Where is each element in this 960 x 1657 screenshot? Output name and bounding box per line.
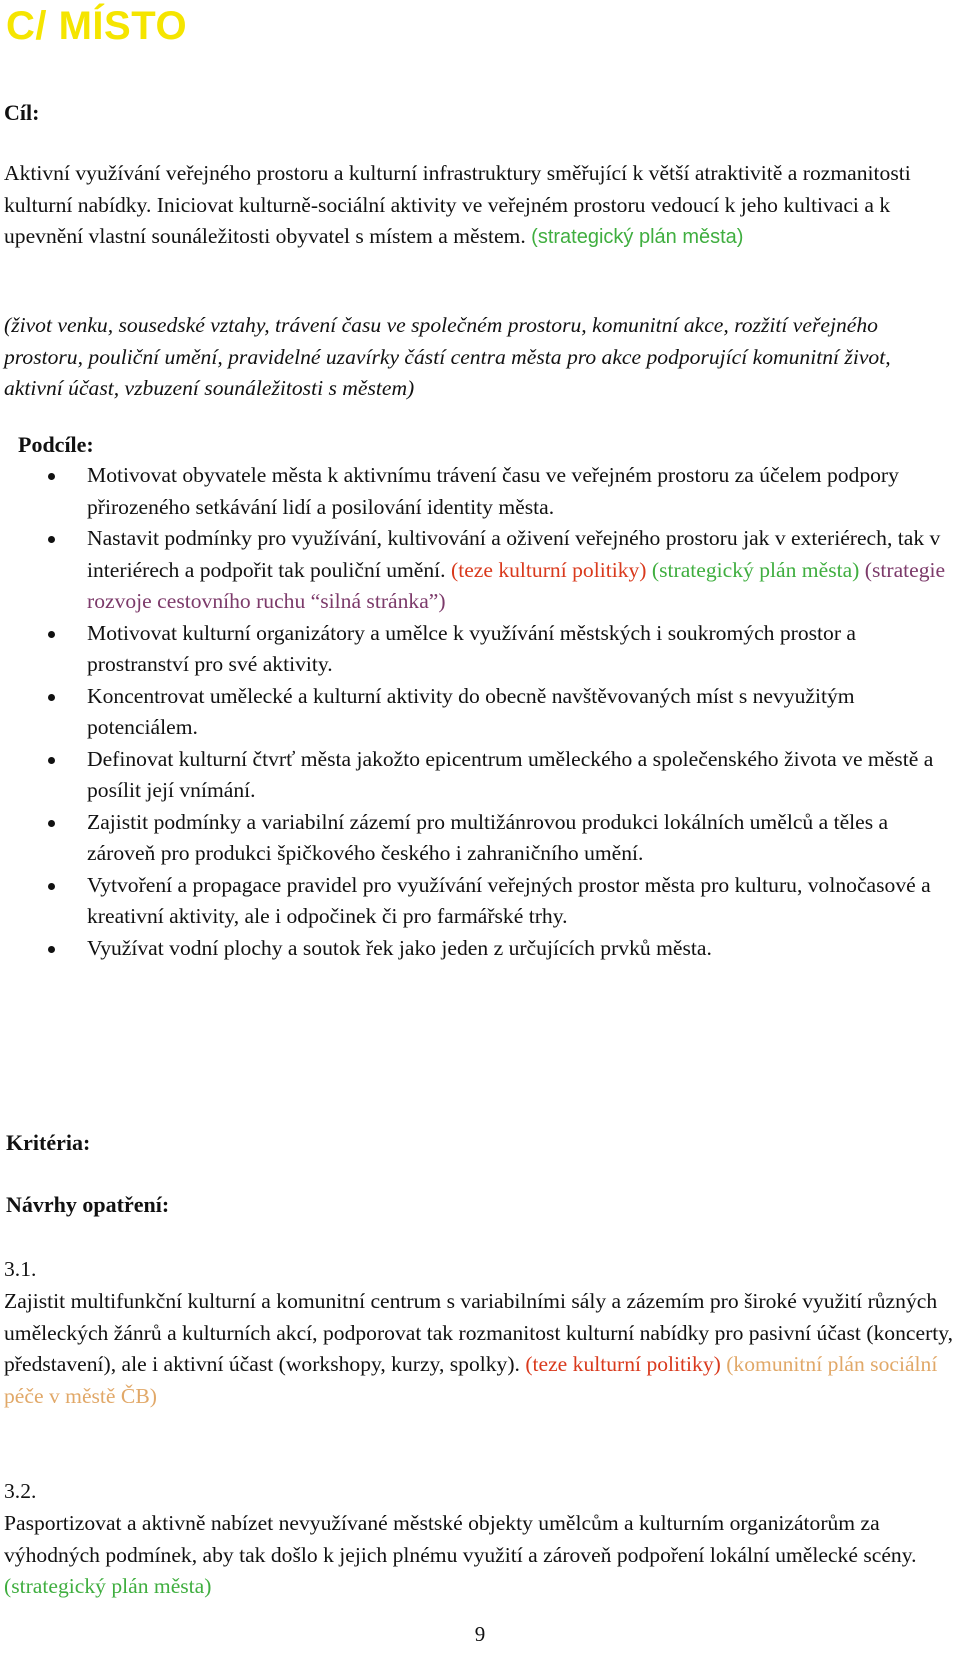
subgoals-heading: Podcíle: [18, 432, 94, 457]
ref-tourism-strategy: (strategie rozvoje cestovního ruchu “silná stránka”) [87, 557, 946, 613]
measure-number: 3.2. [4, 1479, 37, 1503]
bullet-icon [48, 820, 55, 827]
list-item: Motivovat kulturní organizátory a umělce k využívání městských i soukromých prostor a prostranství pro své aktivity. [44, 618, 949, 681]
bullet-icon [48, 946, 55, 953]
goal-ref: (strategický plán města) [531, 226, 744, 248]
goal-text: Aktivní využívání veřejného prostoru a kulturní infrastruktury směřující k větší atraktivitě a rozmanitosti kulturní nabídky. Iniciovat kulturně-sociální aktivity ve veřejném prostoru vedoucí k jeho kultivaci a k upevnění vlastní sounáležitosti obyvatel s místem a městem. [4, 161, 911, 248]
list-item: Zajistit podmínky a variabilní zázemí pro multižánrovou produkci lokálních umělců a těles a zároveň pro produkci špičkového českého i zahraničního umění. [44, 807, 949, 870]
bullet-icon [48, 694, 55, 701]
bullet-icon [48, 536, 55, 543]
criteria-heading: Kritéria: [6, 1130, 91, 1155]
goal-paragraph [4, 158, 954, 254]
list-item: Využívat vodní plochy a soutok řek jako jeden z určujících prvků města. [44, 933, 949, 965]
page-number: 9 [474, 1622, 486, 1646]
bullet-icon [48, 883, 55, 890]
ref-social-care-plan: (komunitní plán sociální péče v městě ČB) [4, 1352, 938, 1408]
ref-cultural-policy: (teze kulturní politiky) [525, 1352, 721, 1376]
goal-heading: Cíl: [4, 100, 40, 125]
measure-text: Zajistit multifunkční kulturní a komunitní centrum s variabilními sály a zázemím pro široké využití různých uměleckých žánrů a kulturních akcí, podporovat tak rozmanitost kulturní nabídky pro pasivní účast (koncerty, představení), ale i aktivní účast (workshopy, kurzy, spolky). (teze kulturní politiky) (komunitní plán sociální péče v městě ČB) [4, 1289, 954, 1408]
bullet-icon [48, 473, 55, 480]
measures-heading: Návrhy opatření: [6, 1192, 170, 1217]
ref-cultural-policy: (teze kulturní politiky) [451, 557, 647, 582]
list-item: Nastavit podmínky pro využívání, kultivování a oživení veřejného prostoru jak v exteriérech, tak v interiérech a podpořit tak pouliční umění. (teze kulturní politiky) (strategický plán města) (strategie rozvoje cestovního ruchu “silná stránka”) [44, 523, 949, 618]
ref-strategic-plan: (strategický plán města) [4, 1574, 212, 1598]
list-item: Koncentrovat umělecké a kulturní aktivity do obecně navštěvovaných míst s nevyužitým potenciálem. [44, 681, 949, 744]
subgoals-list [44, 460, 949, 964]
list-item: Definovat kulturní čtvrť města jakožto epicentrum uměleckého a společenského života ve městě a posílit její vnímání. [44, 744, 949, 807]
measure-text: Pasportizovat a aktivně nabízet nevyužívané městské objekty umělcům a kulturním organizátorům za výhodných podmínek, aby tak došlo k jejich plnému využití a zároveň podpoření lokální umělecké scény. (strategický plán města) [4, 1511, 917, 1598]
measure-number: 3.1. [4, 1257, 37, 1281]
list-item: Motivovat obyvatele města k aktivnímu trávení času ve veřejném prostoru za účelem podpory přirozeného setkávání lidí a posilování identity města. [44, 460, 949, 523]
examples-paragraph: (život venku, sousedské vztahy, trávení času ve společném prostoru, komunitní akce, rozžití veřejného prostoru, pouliční umění, pravidelné uzavírky částí centra města pro akce podporující komunitní život, aktivní účast, vzbuzení sounáležitosti s městem) [4, 313, 891, 400]
list-item: Vytvoření a propagace pravidel pro využívání veřejných prostor města pro kulturu, volnočasové a kreativní aktivity, ale i odpočinek či pro farmářské trhy. [44, 870, 949, 933]
ref-strategic-plan: (strategický plán města) [651, 557, 860, 582]
bullet-icon [48, 757, 55, 764]
page-title: C/ MÍSTO [6, 4, 188, 48]
bullet-icon [48, 631, 55, 638]
